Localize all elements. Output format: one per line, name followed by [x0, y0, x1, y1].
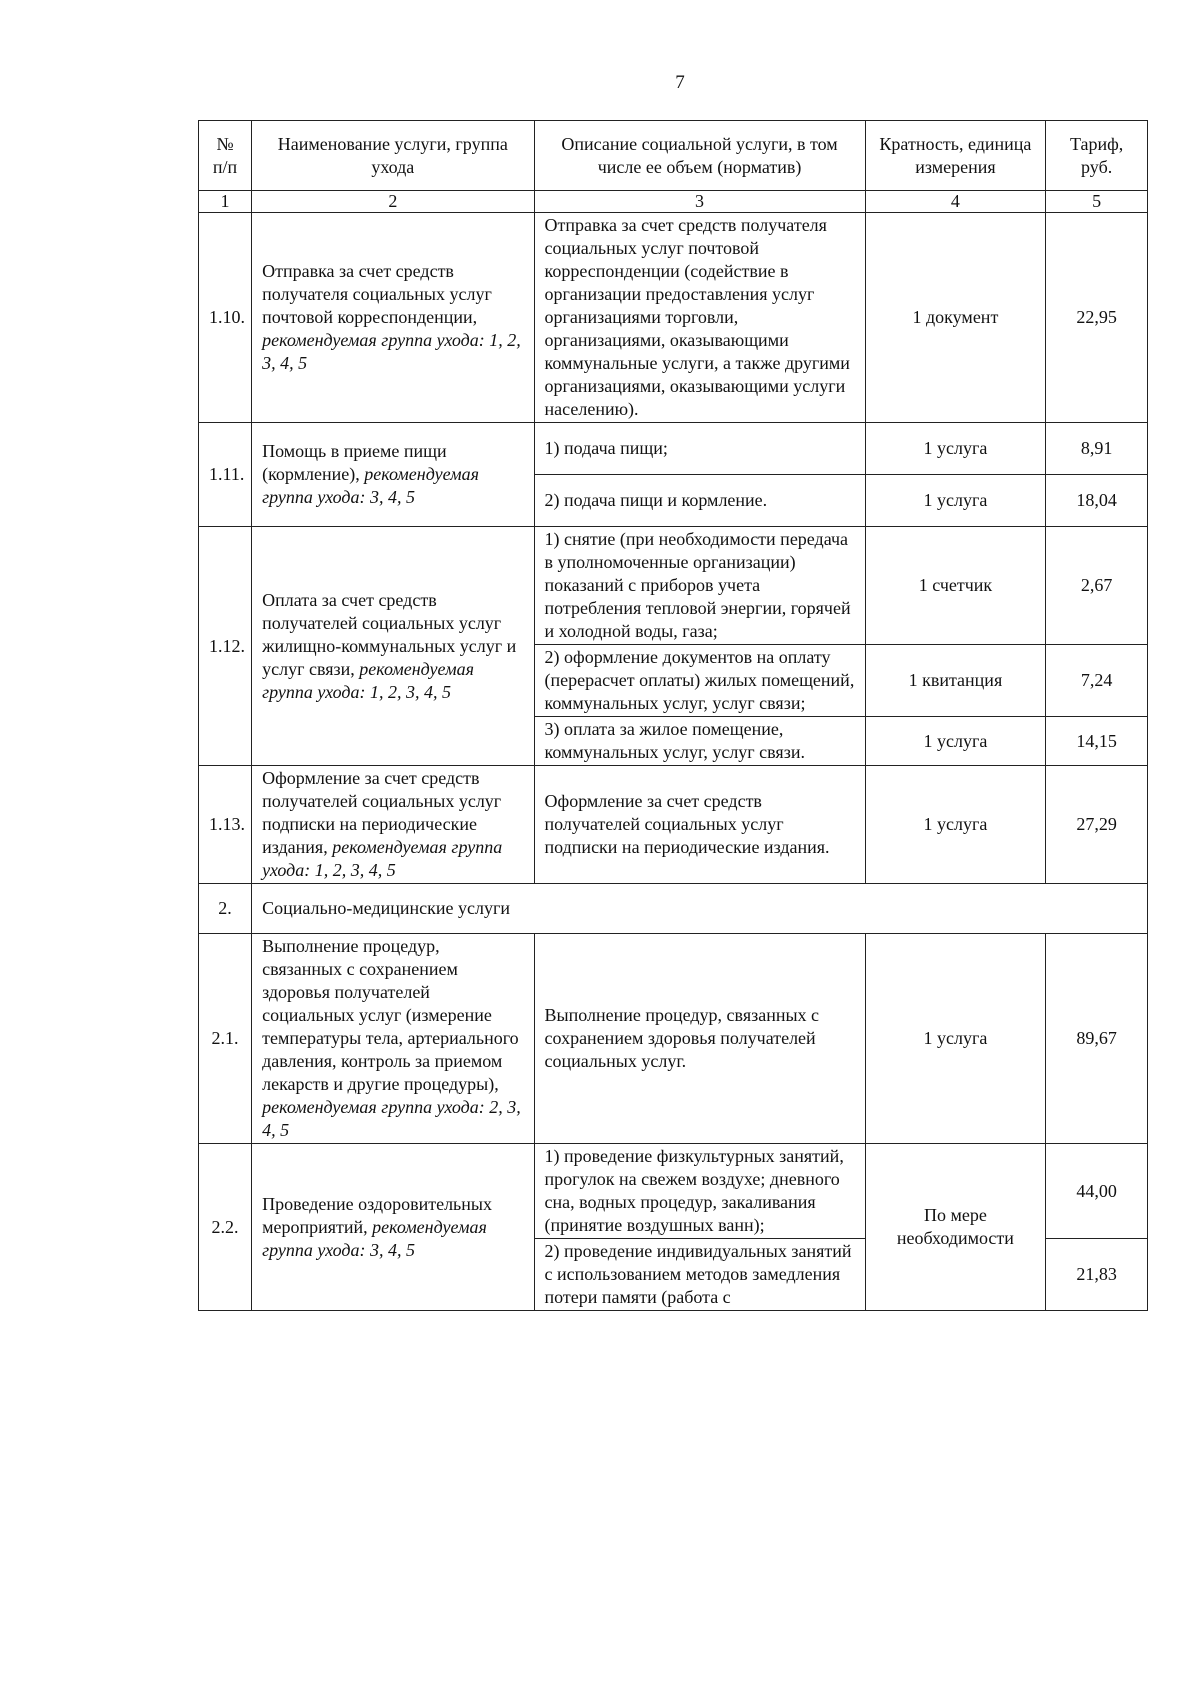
service-name — [252, 1144, 534, 1311]
header-unit: Кратность, единица измерения — [865, 121, 1046, 191]
column-index: 2 — [252, 191, 534, 213]
service-tariff: 18,04 — [1046, 475, 1148, 527]
service-unit: 1 услуга — [865, 475, 1046, 527]
table-row — [199, 766, 1148, 884]
column-index-row — [199, 191, 1148, 213]
column-index: 5 — [1046, 191, 1148, 213]
service-description: 1) проведение физкультурных занятий, прогулок на свежем воздухе; дневного сна, водных процедур, закаливания (принятие воздушных ванн); — [534, 1144, 865, 1239]
service-description: 2) оформление документов на оплату (перерасчет оплаты) жилых помещений, коммунальных услуг, услуг связи; — [534, 645, 865, 717]
service-tariff: 21,83 — [1046, 1239, 1148, 1311]
section-number: 2. — [199, 884, 252, 934]
section-title: Социально-медицинские услуги — [252, 884, 1148, 934]
service-description: 3) оплата за жилое помещение, коммунальных услуг, услуг связи. — [534, 717, 865, 766]
service-tariff: 27,29 — [1046, 766, 1148, 884]
service-tariff: 89,67 — [1046, 934, 1148, 1144]
service-unit: 1 услуга — [865, 717, 1046, 766]
row-number: 1.10. — [199, 213, 252, 423]
table-row — [199, 1144, 1148, 1239]
header-number: № п/п — [199, 121, 252, 191]
service-tariff: 14,15 — [1046, 717, 1148, 766]
row-number: 1.13. — [199, 766, 252, 884]
row-number: 2.1. — [199, 934, 252, 1144]
care-group: рекомендуемая группа ухода: 3, 4, 5 — [262, 464, 479, 507]
service-description: 1) подача пищи; — [534, 423, 865, 475]
care-group: рекомендуемая группа ухода: 1, 2, 3, 4, 5 — [262, 658, 474, 702]
service-title: Оплата за счет средств получателей социальных услуг жилищно-коммунальных услуг и услуг связи, — [262, 589, 517, 679]
care-group: рекомендуемая группа ухода: 1, 2, 3, 4, 5 — [262, 837, 503, 880]
section-row — [199, 884, 1148, 934]
service-description: 2) подача пищи и кормление. — [534, 475, 865, 527]
column-index: 4 — [865, 191, 1046, 213]
service-name — [252, 934, 534, 1144]
table-header-row — [199, 121, 1148, 191]
care-group: рекомендуемая группа ухода: 2, 3, 4, 5 — [262, 1097, 521, 1140]
service-unit: 1 документ — [865, 213, 1046, 423]
care-group: рекомендуемая группа ухода: 3, 4, 5 — [262, 1216, 487, 1260]
service-unit: По мере необходимости — [865, 1144, 1046, 1311]
service-title: Помощь в приеме пищи (кормление), — [262, 441, 447, 484]
service-description: 1) снятие (при необходимости передача в уполномоченные организации) показаний с приборов учета потребления тепловой энергии, горячей и холодной воды, газа; — [534, 527, 865, 645]
service-tariff: 7,24 — [1046, 645, 1148, 717]
header-service-name: Наименование услуги, группа ухода — [252, 121, 534, 191]
service-unit: 1 квитанция — [865, 645, 1046, 717]
service-unit: 1 услуга — [865, 423, 1046, 475]
tariff-table — [198, 120, 1148, 1311]
service-title: Отправка за счет средств получателя социальных услуг почтовой корреспонденции, — [262, 261, 492, 327]
service-name — [252, 766, 534, 884]
row-number: 1.12. — [199, 527, 252, 766]
column-index: 3 — [534, 191, 865, 213]
service-name — [252, 423, 534, 527]
row-number: 2.2. — [199, 1144, 252, 1311]
service-title: Выполнение процедур, связанных с сохранением здоровья получателей социальных услуг (измерение температуры тела, артериального давления, контроль за приемом лекарств и другие процедуры), — [262, 936, 519, 1094]
service-tariff: 8,91 — [1046, 423, 1148, 475]
service-tariff: 44,00 — [1046, 1144, 1148, 1239]
service-description: Отправка за счет средств получателя социальных услуг почтовой корреспонденции (содействие в организации предоставления услуг организациями торговли, организациями, оказывающими коммунальные услуги, а также другими организациями, оказывающими услуги населению). — [534, 213, 865, 423]
service-tariff: 22,95 — [1046, 213, 1148, 423]
header-tariff: Тариф, руб. — [1046, 121, 1148, 191]
service-title: Проведение оздоровительных мероприятий, — [262, 1193, 492, 1237]
table-row — [199, 527, 1148, 645]
service-tariff: 2,67 — [1046, 527, 1148, 645]
service-unit: 1 счетчик — [865, 527, 1046, 645]
table-row — [199, 213, 1148, 423]
page-number: 7 — [675, 72, 685, 93]
service-description: Выполнение процедур, связанных с сохранением здоровья получателей социальных услуг. — [534, 934, 865, 1144]
service-name — [252, 213, 534, 423]
service-name — [252, 527, 534, 766]
care-group: рекомендуемая группа ухода: 1, 2, 3, 4, 5 — [262, 330, 521, 373]
service-description: 2) проведение индивидуальных занятий с использованием методов замедления потери памяти (работа с — [534, 1239, 865, 1311]
service-description: Оформление за счет средств получателей социальных услуг подписки на периодические издания. — [534, 766, 865, 884]
table-row — [199, 423, 1148, 475]
header-description: Описание социальной услуги, в том числе ее объем (норматив) — [534, 121, 865, 191]
table-row — [199, 934, 1148, 1144]
column-index: 1 — [199, 191, 252, 213]
service-unit: 1 услуга — [865, 766, 1046, 884]
row-number: 1.11. — [199, 423, 252, 527]
service-unit: 1 услуга — [865, 934, 1046, 1144]
service-title: Оформление за счет средств получателей социальных услуг подписки на периодические издания, — [262, 768, 502, 857]
